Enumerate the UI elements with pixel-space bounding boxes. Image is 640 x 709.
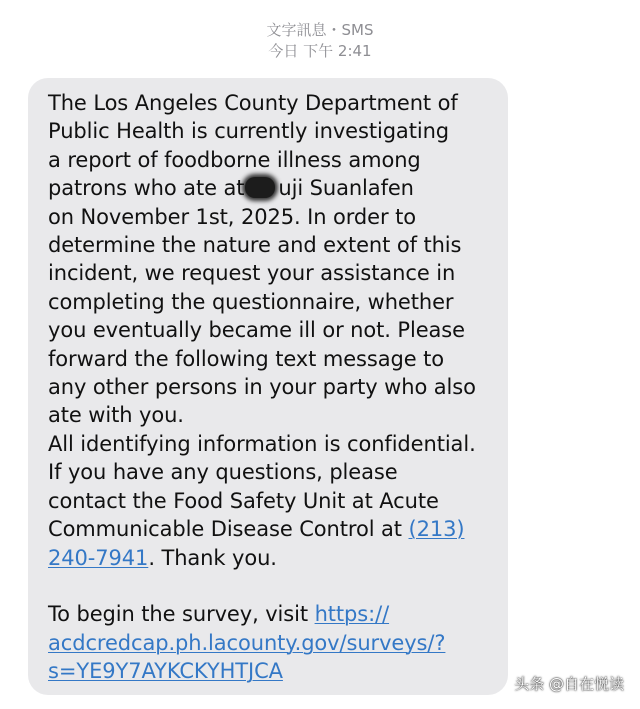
message-line: [48, 657, 500, 685]
message-line: [48, 544, 500, 572]
message-line: forward the following text message to: [48, 346, 444, 371]
sms-message-bubble[interactable]: [28, 78, 508, 695]
watermark: 头条 @自在悦读: [514, 675, 624, 693]
message-line: contact the Food Safety Unit at Acute: [48, 488, 439, 513]
message-line: If you have any questions, please: [48, 460, 398, 485]
survey-url-link[interactable]: s=YE9Y7AYKCKYHTJCA: [48, 659, 283, 684]
message-line: ate with you.: [48, 403, 184, 428]
message-line: incident, we request your assistance in: [48, 261, 456, 286]
message-line: Public Health is currently investigating: [48, 119, 450, 144]
message-line: [48, 515, 500, 543]
message-line: [48, 629, 500, 657]
message-timestamp: 今日 下午 2:41: [268, 42, 372, 60]
message-line: any other persons in your party who also: [48, 375, 476, 400]
message-line: All identifying information is confidential.: [48, 431, 476, 456]
message-text: patrons who ate at: [48, 176, 245, 201]
message-text: To begin the survey, visit: [48, 602, 315, 627]
channel-label: 文字訊息・SMS: [266, 21, 374, 39]
message-text: . Thank you.: [148, 545, 277, 570]
survey-url-link[interactable]: https://: [314, 602, 390, 627]
message-header: [0, 20, 640, 61]
message-line: a report of foodborne illness among: [48, 147, 421, 172]
message-text: Communicable Disease Control at: [48, 517, 409, 542]
message-line: [48, 174, 500, 202]
message-line: on November 1st, 2025. In order to: [48, 204, 416, 229]
message-line: completing the questionnaire, whether: [48, 289, 454, 314]
message-line: The Los Angeles County Department of: [48, 91, 458, 115]
survey-url-link[interactable]: acdcredcap.ph.lacounty.gov/surveys/?: [48, 630, 446, 655]
blank-line: [48, 572, 500, 600]
message-line: you eventually became ill or not. Please: [48, 318, 465, 343]
message-line: [48, 600, 500, 628]
message-line: determine the nature and extent of this: [48, 233, 462, 258]
phone-link[interactable]: 240-7941: [48, 545, 149, 570]
message-text: uji Suanlafen: [278, 176, 414, 201]
phone-link[interactable]: (213): [408, 517, 465, 542]
redaction-blur: [245, 177, 275, 198]
